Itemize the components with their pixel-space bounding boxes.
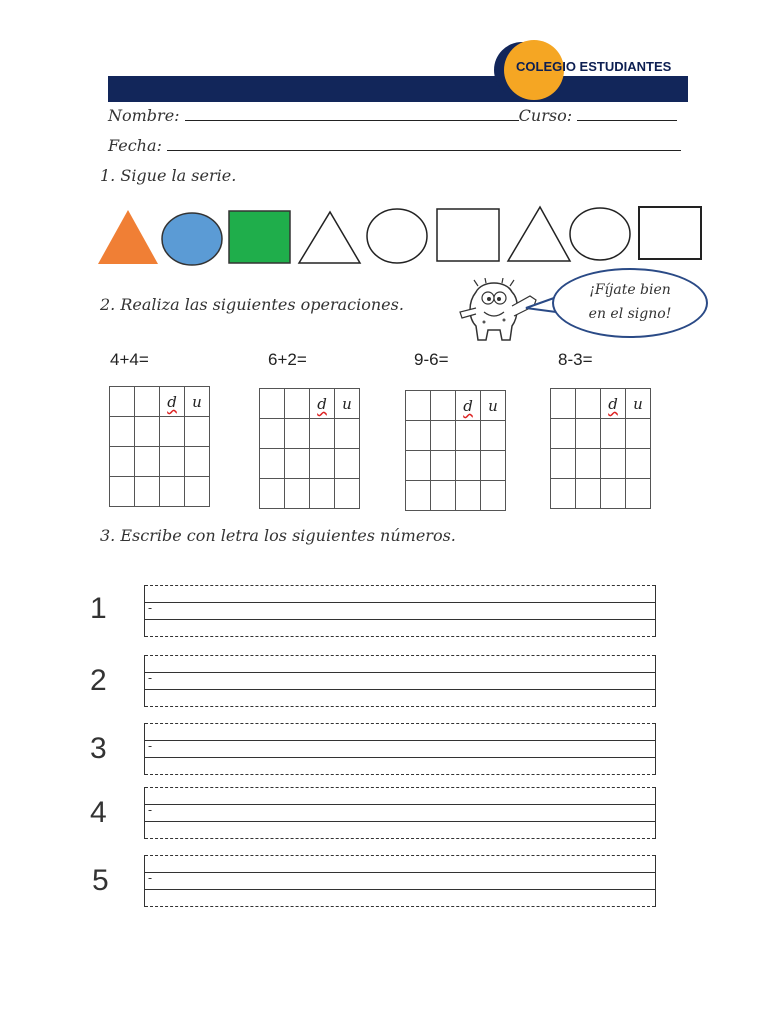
- blue-circle: [162, 213, 222, 265]
- writing-lines[interactable]: [144, 585, 656, 637]
- tens-label: d: [463, 397, 473, 415]
- section3-title: 3. Escribe con letra los siguientes números.: [100, 526, 456, 545]
- outline-square: [437, 209, 499, 261]
- operation-label: 9-6=: [414, 350, 449, 369]
- operation-grid[interactable]: [405, 390, 506, 511]
- speech-bubble: [552, 268, 708, 338]
- line-mark: -: [148, 671, 153, 685]
- operation-label: 8-3=: [558, 350, 593, 369]
- name-course-row: [108, 106, 677, 125]
- units-label: u: [488, 397, 498, 415]
- outline-square: [639, 207, 701, 259]
- line-mark: -: [148, 803, 153, 817]
- school-logo: [494, 40, 684, 104]
- units-label: u: [342, 395, 352, 413]
- tens-label: d: [167, 393, 177, 411]
- number-label: 5: [92, 864, 109, 897]
- tens-label: d: [608, 395, 618, 413]
- date-label: Fecha:: [108, 136, 162, 155]
- school-name: COLEGIO ESTUDIANTES: [516, 59, 672, 74]
- section2-title: 2. Realiza las siguientes operaciones.: [100, 295, 404, 314]
- line-mark: -: [148, 739, 153, 753]
- date-field[interactable]: [167, 136, 681, 151]
- course-label: Curso:: [518, 106, 573, 125]
- operation-grid[interactable]: [550, 388, 651, 509]
- name-label: Nombre:: [108, 106, 180, 125]
- outline-triangle: [508, 207, 570, 261]
- bubble-line2: en el signo!: [588, 306, 672, 322]
- date-row: [108, 136, 681, 155]
- bubble-line1: ¡Fíjate bien: [589, 282, 671, 298]
- tens-label: d: [317, 395, 327, 413]
- orange-triangle: [98, 210, 158, 264]
- outline-triangle: [299, 212, 360, 263]
- course-field[interactable]: [577, 106, 677, 121]
- name-field[interactable]: [185, 106, 519, 121]
- writing-lines[interactable]: [144, 787, 656, 839]
- section1-title: 1. Sigue la serie.: [100, 166, 237, 185]
- writing-lines[interactable]: [144, 723, 656, 775]
- operation-label: 6+2=: [268, 350, 307, 369]
- number-label: 2: [90, 664, 107, 697]
- writing-lines[interactable]: [144, 655, 656, 707]
- line-mark: -: [148, 871, 153, 885]
- units-label: u: [192, 393, 202, 411]
- green-square: [229, 211, 290, 263]
- outline-circle: [367, 209, 427, 263]
- operation-grid[interactable]: [259, 388, 360, 509]
- units-label: u: [633, 395, 643, 413]
- outline-circle: [570, 208, 630, 260]
- operation-grid[interactable]: [109, 386, 210, 507]
- number-label: 1: [90, 592, 107, 625]
- operation-label: 4+4=: [110, 350, 149, 369]
- number-label: 3: [90, 732, 107, 765]
- line-mark: -: [148, 601, 153, 615]
- shape-series: [94, 200, 709, 270]
- number-label: 4: [90, 796, 107, 829]
- writing-lines[interactable]: [144, 855, 656, 907]
